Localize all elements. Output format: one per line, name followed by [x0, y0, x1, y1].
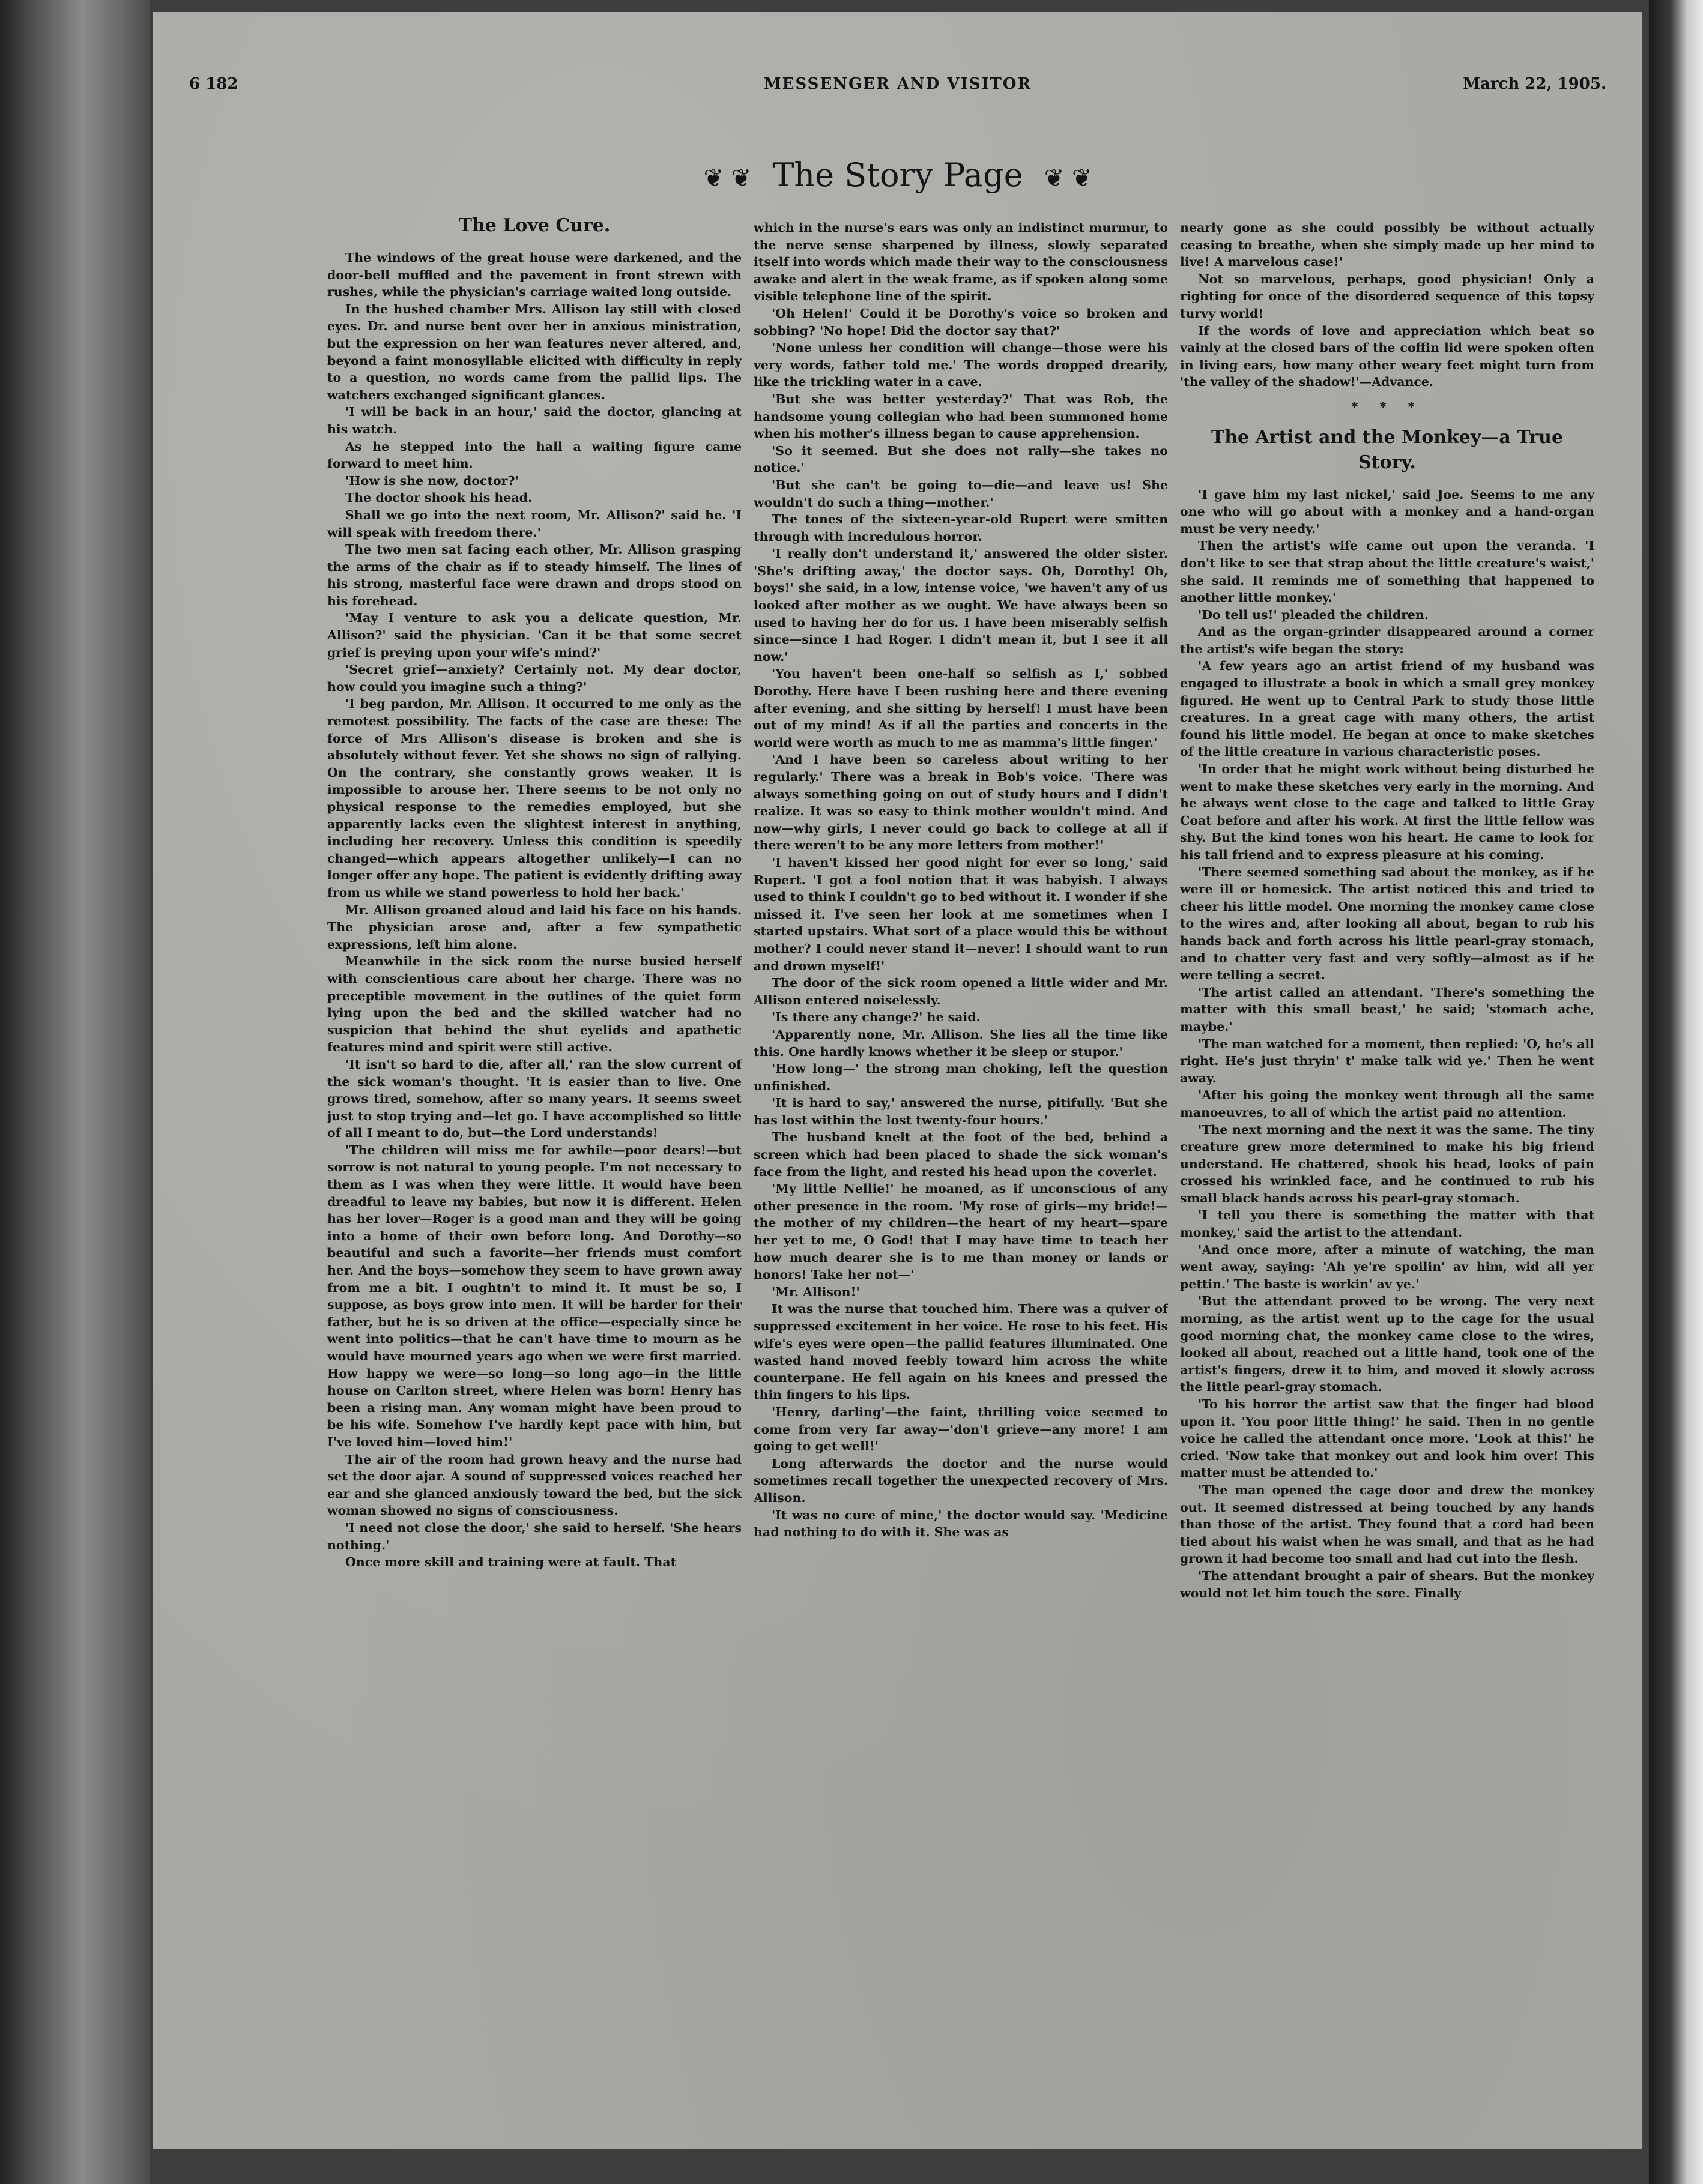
- paragraph: 'After his going the monkey went through all the same manoeuvres, to all of which the artist paid no attention.: [1180, 1088, 1594, 1120]
- column-1: [327, 213, 742, 2122]
- paragraph: 'The attendant brought a pair of shears. But the monkey would not let him touch the sore. Finally: [1180, 1568, 1594, 1600]
- paragraph: The windows of the great house were darkened, and the door-bell muffled and the pavement in front strewn with rushes, while the physician's carriage waited long outside.: [327, 250, 742, 300]
- paragraph: 'But she was better yesterday?' That was Rob, the handsome young collegian who had been summoned home when his mother's illness began to cause apprehension.: [754, 391, 1168, 441]
- paragraph: 'In order that he might work without being disturbed he went to make these sketches very early in the morning. And he always went close to the cage and talked to little Gray Coat before and after his work. At first the little fellow was shy. But the kind tones won his heart. He came to look for his tall friend and to express pleasure at his coming.: [1180, 762, 1594, 862]
- paragraph: 'Oh Helen!' Could it be Dorothy's voice so broken and sobbing? 'No hope! Did the doctor say that?': [754, 306, 1168, 338]
- paragraph: The door of the sick room opened a little wider and Mr. Allison entered noiselessly.: [754, 976, 1168, 1007]
- paragraph: 'Apparently none, Mr. Allison. She lies all the time like this. One hardly knows whether it be sleep or stupor.': [754, 1027, 1168, 1059]
- paragraph: Meanwhile in the sick room the nurse busied herself with conscientious care about her charge. There was no preceptible movement in the outlines of the quiet form lying upon the bed and the skilled watcher had no suspicion that behind the shut eyelids and apathetic features mind and spirit were still active.: [327, 954, 742, 1055]
- paragraph: The doctor shook his head.: [345, 490, 533, 505]
- section-title: [153, 156, 1642, 194]
- paragraph: Not so marvelous, perhaps, good physician! Only a righting for once of the disordered sequence of this topsy turvy world!: [1180, 271, 1594, 321]
- paragraph: 'I will be back in an hour,' said the doctor, glancing at his watch.: [327, 405, 742, 436]
- paper-title: MESSENGER AND VISITOR: [763, 75, 1032, 93]
- paragraph: 'Is there any change?' he said.: [772, 1010, 981, 1025]
- newspaper-page: [153, 12, 1642, 2149]
- paragraph: The tones of the sixteen-year-old Rupert were smitten through with incredulous horror.: [754, 512, 1168, 544]
- paragraph: nearly gone as she could possibly be without actually ceasing to breathe, when she simply made up her mind to live! A marvelous case!': [1180, 220, 1594, 270]
- paragraph: 'Do tell us!' pleaded the children.: [1198, 607, 1429, 622]
- paragraph: 'I haven't kissed her good night for ever so long,' said Rupert. 'I got a fool notion that it was babyish. I always used to think I couldn't go to bed without it. I wonder if she missed it. I've seen her look at me sometimes when I started upstairs. What sort of a place would this be without mother? I could never stand it—never! I should want to run and drown myself!': [754, 855, 1168, 973]
- paragraph: 'I tell you there is something the matter with that monkey,' said the artist to the attendant.: [1180, 1208, 1594, 1240]
- paragraph: And as the organ-grinder disappeared around a corner the artist's wife began the story:: [1180, 624, 1594, 656]
- paragraph: 'The next morning and the next it was the same. The tiny creature grew more determined to make his big friend understand. He chattered, shook his head, looks of pain crossed his wrinkled face, and he continued to rub his small black hands across his pearl-gray stomach.: [1180, 1122, 1594, 1205]
- paragraph: 'I need not close the door,' she said to herself. 'She hears nothing.': [327, 1520, 742, 1552]
- paragraph: 'The children will miss me for awhile—poor dears!—but sorrow is not natural to young people. I'm not necessary to them as I was when they were little. It would have been dreadful to leave my babies, but now it is different. Helen has her lover—Roger is a good man and they will be going into a home of their own before long. And Dorothy—so beautiful and such a favorite—her friends must comfort her. And the boys—somehow they seem to have grown away from me a bit. I oughtn't to mind it. It must be so, I suppose, as boys grow into men. It will be harder for their father, but he is so driven at the office—especially since he went into politics—that he can't have time to mourn as he would have mourned years ago when we were first married. How happy we were—so long—so long ago—in the little house on Carlton street, where Helen was born! Henry has been a rising man. Any woman might have been proud to be his wife. Somehow I've hardly kept pace with him, but I've loved him—loved him!': [327, 1142, 742, 1449]
- paragraph: 'So it seemed. But she does not rally—she takes no notice.': [754, 443, 1168, 475]
- page-number: 6 182: [189, 75, 238, 93]
- paragraph: 'To his horror the artist saw that the finger had blood upon it. 'You poor little thing!' he said. Then in no gentle voice he called the attendant once more. 'Look at this!' he cried. 'Now take that monkey out and look him over! This matter must be attended to.': [1180, 1397, 1594, 1480]
- paragraph: 'How long—' the strong man choking, left the question unfinished.: [754, 1061, 1168, 1093]
- column-2: [754, 219, 1168, 2128]
- book-binding-left: [0, 0, 150, 2184]
- paragraph: Once more skill and training were at fault. That: [345, 1555, 677, 1570]
- paragraph: 'Henry, darling'—the faint, thrilling voice seemed to come from very far away—'don't grieve—any more! I am going to get well!': [754, 1404, 1168, 1454]
- paragraph: 'There seemed something sad about the monkey, as if he were ill or homesick. The artist noticed this and tried to cheer his little model. One morning the monkey came close to the wires and, after looking all about, began to rub his hands back and forth across his little pearl-gray stomach, and to chatter very fast and very softly—almost as if he were telling a secret.: [1180, 864, 1594, 983]
- paragraph: 'It was no cure of mine,' the doctor would say. 'Medicine had nothing to do with it. She was as: [754, 1507, 1168, 1540]
- paragraph: The air of the room had grown heavy and the nurse had set the door ajar. A sound of suppressed voices reached her ear and she glanced anxiously toward the bed, but the sick woman showed no signs of consciousness.: [327, 1452, 742, 1518]
- paragraph: Shall we go into the next room, Mr. Allison?' said he. 'I will speak with freedom there.': [327, 507, 742, 540]
- paragraph: 'And once more, after a minute of watching, the man went away, saying: 'Ah ye're spoilin' av him, wid all yer pettin.' The baste is workin' av ye.': [1180, 1242, 1594, 1291]
- running-head: [189, 75, 1606, 111]
- book-binding-right: [1649, 0, 1703, 2184]
- paragraph: 'The artist called an attendant. 'There's something the matter with this small beast,' he said; 'stomach ache, maybe.': [1180, 985, 1594, 1034]
- paragraph: 'None unless her condition will change—those were his very words, father told me.' The words dropped drearily, like the trickling water in a cave.: [754, 340, 1168, 390]
- paragraph: 'But she can't be going to—die—and leave us! She wouldn't do such a thing—mother.': [754, 477, 1168, 510]
- paragraph: It was the nurse that touched him. There was a quiver of suppressed excitement in her voice. He rose to his feet. His wife's eyes were open—the pallid features illuminated. One wasted hand moved feebly toward him across the white counterpane. He fell again on his knees and pressed the thin fingers to his lips.: [754, 1302, 1168, 1402]
- paragraph: As he stepped into the hall a waiting figure came forward to meet him.: [327, 439, 742, 471]
- article-title: The Love Cure.: [458, 215, 611, 236]
- paragraph: 'A few years ago an artist friend of my husband was engaged to illustrate a book in which a small grey monkey figured. He went up to Central Park to study those little creatures. In a great cage with many others, the artist found his little model. He began at once to make sketches of the little creature in various characteristic poses.: [1180, 659, 1594, 759]
- paragraph: Mr. Allison groaned aloud and laid his face on his hands. The physician arose and, after a few sympathetic expressions, left him alone.: [327, 902, 742, 952]
- paragraph: The husband knelt at the foot of the bed, behind a screen which had been placed to shade the sick woman's face from the light, and rested his head upon the coverlet.: [754, 1130, 1168, 1179]
- paragraph: Long afterwards the doctor and the nurse would sometimes recall together the unexpected recovery of Mrs. Allison.: [754, 1456, 1168, 1505]
- paragraph: 'I gave him my last nickel,' said Joe. Seems to me any one who will go about with a monkey and a hand-organ must be very needy.': [1180, 487, 1594, 536]
- paragraph: 'But the attendant proved to be wrong. The very next morning, as the artist went up to the cage for the usual good morning chat, the monkey came close to the wires, looked all about, reached out a little hand, took one of the artist's fingers, drew it to him, and moved it slowly across the little pearl-gray stomach.: [1180, 1294, 1594, 1395]
- paragraph: 'The man watched for a moment, then replied: 'O, he's all right. He's just thryin' t' make talk wid ye.' Then he went away.: [1180, 1036, 1594, 1085]
- paragraph: 'It is hard to say,' answered the nurse, pitifully. 'But she has lost within the lost twenty-four hours.': [754, 1096, 1168, 1127]
- section-separator: * * *: [1351, 399, 1423, 415]
- paragraph: 'It isn't so hard to die, after all,' ran the slow current of the sick woman's thought. 'It is easier than to live. One grows tired, somehow, after so many years. It seems sweet just to stop trying and—let go. I have accomplished so little of all I meant to do, but—the Lord understands!: [327, 1057, 742, 1141]
- leaf-ornament-icon: ❦ ❦: [703, 164, 752, 192]
- paragraph: 'I really don't understand it,' answered the older sister. 'She's drifting away,' the doctor says. Oh, Dorothy! Oh, boys!' she said, in a low, intense voice, 'we haven't any of us looked after mother as we ought. We have always been so used to having her do for us. I have been miserably selfish since—since I had Roger. I didn't mean it, but I see it all now.': [754, 546, 1168, 664]
- paragraph: which in the nurse's ears was only an indistinct murmur, to the nerve sense sharpened by illness, slowly separated itself into words which made their way to the consciousness awake and alert in the weak frame, as if spoken along some visible telephone line of the spirit.: [754, 220, 1168, 304]
- paragraph: 'The man opened the cage door and drew the monkey out. It seemed distressed at being touched by any hands than those of the artist. They found that a cord had been tied about his waist when he was small, and that as he had grown it had become too small and had cut into the flesh.: [1180, 1482, 1594, 1566]
- paragraph: In the hushed chamber Mrs. Allison lay still with closed eyes. Dr. and nurse bent over her in anxious ministration, but the expression on her wan features never altered, and, beyond a faint monosyllable elicited with difficulty in reply to a question, no words came from the pallid lips. The watchers exchanged significant glances.: [327, 301, 742, 402]
- paragraph: The two men sat facing each other, Mr. Allison grasping the arms of the chair as if to steady himself. The lines of his strong, masterful face were drawn and drops stood on his forehead.: [327, 542, 742, 608]
- paragraph: 'May I venture to ask you a delicate question, Mr. Allison?' said the physician. 'Can it be that some secret grief is preying upon your wife's mind?': [327, 611, 742, 660]
- issue-date: March 22, 1905.: [1463, 75, 1606, 93]
- paragraph: 'I beg pardon, Mr. Allison. It occurred to me only as the remotest possibility. The facts of the case are these: The force of Mrs Allison's disease is broken and she is absolutely without fever. Yet she shows no sign of rallying. On the contrary, she constantly grows weaker. It is impossible to arouse her. There seems to be not only no physical response to the remedies employed, but she apparently lacks even the slightest interest in anything, including her recovery. Unless this condition is speedily changed—which appears altogether unlikely—I can no longer offer any hope. The patient is evidently drifting away from us while we stand powerless to hold her back.': [327, 696, 742, 900]
- paragraph: 'How is she now, doctor?': [345, 473, 519, 488]
- paragraph: 'You haven't been one-half so selfish as I,' sobbed Dorothy. Here have I been rushing here and there evening after evening, and she sitting by herself! I must have been out of my mind! As if all the parties and concerts in the world were worth as much to me as mamma's little finger.': [754, 666, 1168, 750]
- paragraph: 'Mr. Allison!': [772, 1284, 860, 1299]
- article-title: The Artist and the Monkey—a True Story.: [1211, 426, 1564, 473]
- paragraph: 'And I have been so careless about writing to her regularly.' There was a break in Bob's voice. 'There was always something going on out of study hours and I didn't realize. It was so easy to think mother wouldn't mind. And now—why girls, I never could go back to college at all if there weren't to be any more letters from mother!': [754, 752, 1168, 853]
- leaf-ornament-icon: ❦ ❦: [1044, 164, 1092, 192]
- paragraph: 'Secret grief—anxiety? Certainly not. My dear doctor, how could you imagine such a thing?': [327, 662, 742, 694]
- section-title-text: The Story Page: [772, 156, 1023, 194]
- column-3: [1180, 219, 1594, 2128]
- paragraph: 'My little Nellie!' he moaned, as if unconscious of any other presence in the room. 'My rose of girls—my bride!—the mother of my children—the heart of my heart—spare her yet to me, O God! that I may have time to teach her how much dearer she is to me than money or lands or honors! Take her not—': [754, 1181, 1168, 1282]
- paragraph: If the words of love and appreciation which beat so vainly at the closed bars of the coffin lid were spoken often in living ears, how many other weary feet might turn from 'the valley of the shadow!'—Advance.: [1180, 323, 1594, 390]
- paragraph: Then the artist's wife came out upon the veranda. 'I don't like to see that strap about the little creature's waist,' she said. It reminds me of something that happened to another little monkey.': [1180, 538, 1594, 605]
